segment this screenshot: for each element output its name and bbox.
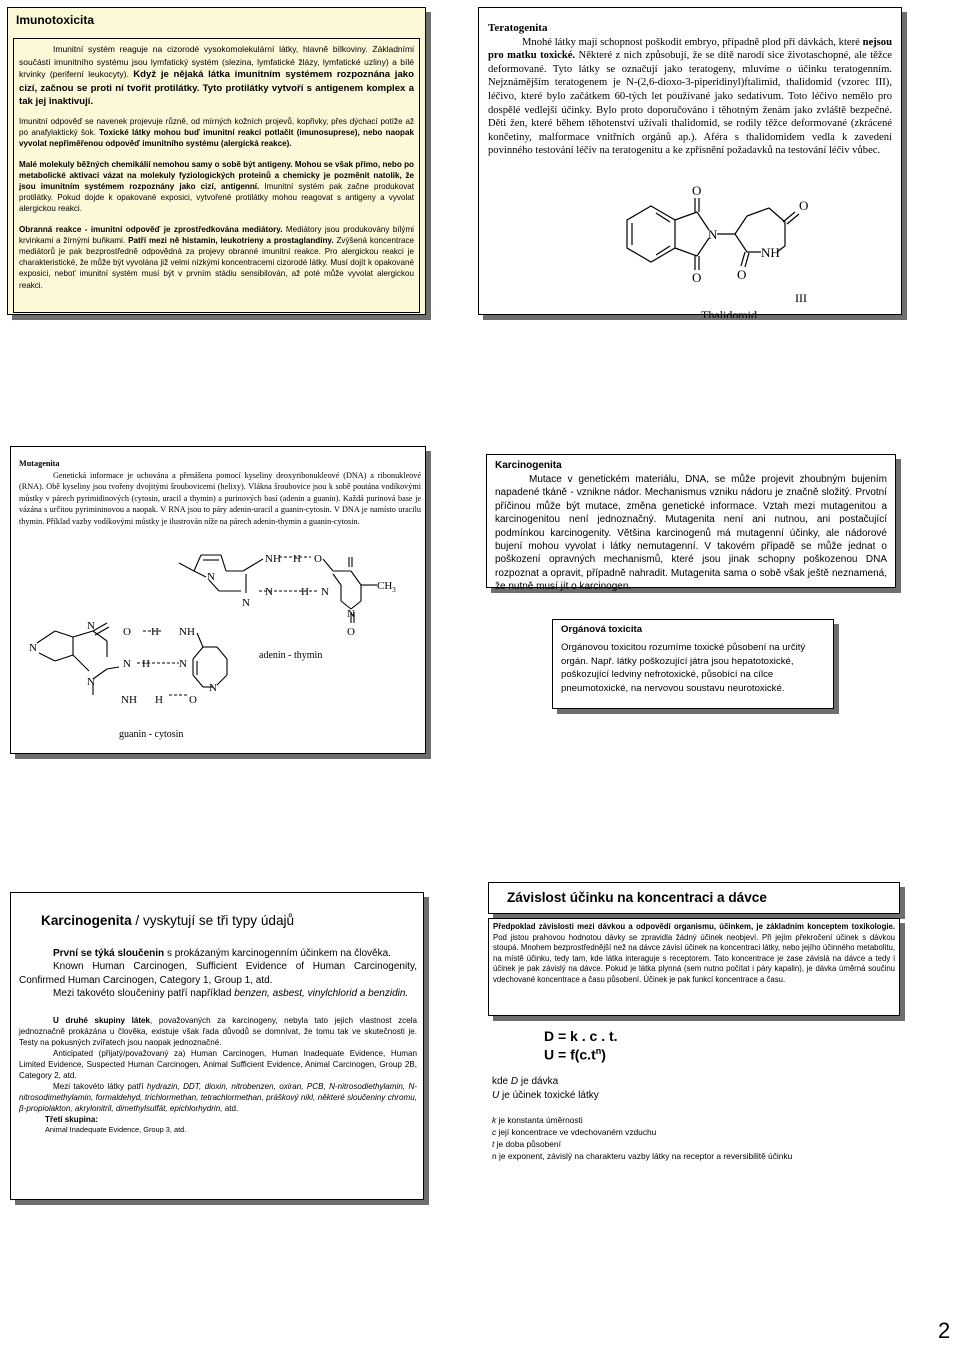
typy-p2-evidence: Anticipated (přijatý/považovaný za) Human Carcinogen, Human Inadequate Evidence, Human Limited Evidence, Suspected Human Carcinogen, Animal Sufficient Evidence, Animal Carcinogen, Group 2B, Category 2, atd. xyxy=(19,1048,417,1080)
mutagenita-text xyxy=(19,458,421,528)
typy-p2: U druhé skupiny látek, považovaných za karcinogeny, nebyla tato jejich vlastnost zcela jednoznačně prokázána u člověka, existuje však řada důvodů se domnívat, že tomu tak ve skutečnosti je. Testy na pokusných zvířatech jsou naopak jednoznačné. xyxy=(19,1015,417,1047)
at-n4: N xyxy=(321,586,329,598)
slide-karcinogenita-organova xyxy=(486,446,902,754)
gc-n1: N xyxy=(29,642,37,654)
def-dose: kde D je dávka xyxy=(492,1076,559,1087)
gc-n4: N xyxy=(179,658,187,670)
thalidomide-atom-o2: O xyxy=(692,270,702,285)
mutagenita-paragraph: Genetická informace je uchována a přenášena pomocí kyseliny deoxyribonukleové (DNA) a ribonukleové (RNA). Obě kyseliny jsou tvořeny dvojitými šroubovicemi (helixy). Vlákna šroubovice jsou k sobě poutána vodíkovými můstky v párech pyrimidinových (cytosin, uracil a thymin) a purinových basí (adenin a guanin). Každá purinová base je vázána s určitou pyrimininovou a naopak. V RNA jsou to páry adenin-uracil a guanin-cytosin. V DNA je namísto uracilu thymin. Příklad vazby vodíkovými můstky je ilustrován níže na párech adenin-thymin a guanin-cytosin. xyxy=(19,470,421,526)
formula-number: III xyxy=(795,291,807,305)
imunotoxicita-title: Imunotoxicita xyxy=(16,13,95,27)
typy-p1-evidence: Known Human Carcinogen, Sufficient Evidence of Human Carcinogenity, Confirmed Human Carcinogen, Category 1, Group 1, atd. xyxy=(19,961,417,986)
organova-title: Orgánová toxicita xyxy=(561,624,643,635)
teratogenita-text xyxy=(488,22,892,158)
base-pairs-diagram xyxy=(11,547,427,747)
at-o2: O xyxy=(347,626,355,638)
legend-n: n je exponent, závislý na charakteru vazby látky na receptor a reversibilitě účinku xyxy=(492,1151,793,1161)
karcinogenita-box xyxy=(486,454,896,593)
at-n2: N xyxy=(242,597,250,609)
at-n5: N xyxy=(347,608,355,620)
at-h1: H xyxy=(293,553,301,565)
legend-k: k je konstanta úměrnosti xyxy=(492,1115,583,1125)
teratogenita-paragraph: Mnohé látky mají schopnost poškodit embryo, případně plod při dávkách, které nejsou pro matku toxické. Některé z nich způsobují, že se dítě narodí sice životaschopné, ale těžce deformované. Tyto látky se označují jako teratogeny, mluvíme o účinku teratogenním. Nejznámějším teratogenem je N-(2,6-dioxo-3-piperidinyl)ftalimid, thalidomid (vzorec III), léčivo, které bylo začátkem 60-tých let používané jako sedativum. Toto léčivo nemělo pro dospělé vedlejší účinky. Bylo proto doporučováno i těhotným ženám jako zvláště bezpečné. Děti žen, které během těhotenství užívali thalidomid, se rodily těžce deformované (zkrácené končetiny, malformace vnitřních orgánů ap.). Aféra s thalidomidem vedla k zavedení povinného testování léčiv na teratogenitu a ke zpřísnění požadavků na testování léčiv vůbec. xyxy=(488,36,892,157)
legend xyxy=(492,1114,792,1162)
gc-h1: H xyxy=(151,626,159,638)
thalidomide-atom-o3: O xyxy=(737,267,747,282)
gc-h3: H xyxy=(155,694,163,706)
karcinogenita-typy-body xyxy=(19,947,417,1135)
legend-c: c její koncentrace ve vdechovaném vzduchu xyxy=(492,1127,657,1137)
gc-nh2: NH xyxy=(121,694,137,706)
karcinogenita-box-title: Karcinogenita xyxy=(495,460,562,471)
organova-text: Orgánovou toxicitou rozumíme toxické působení na určitý orgán. Např. látky poškozující játra jsou hepatotoxické, poškozující ledviny nefrotoxické, působící na cílce pneumotoxické, na nervovou soustavu neurotoxické. xyxy=(561,642,806,694)
thalidomide-atom-n: N xyxy=(708,227,718,242)
equation-2: $U = f(c.t^n)$ xyxy=(544,1046,606,1063)
imunotoxicita-body xyxy=(13,38,420,313)
teratogenita-title: Teratogenita xyxy=(488,22,548,34)
thalidomide-atom-o1: O xyxy=(692,183,702,198)
at-nh: NH xyxy=(265,553,281,565)
thalidomide-atom-o4: O xyxy=(799,198,809,213)
equation-1: D = k . c . t. xyxy=(544,1028,618,1044)
mutagenita-title: Mutagenita xyxy=(19,459,60,468)
karcinogenita-typy-title: Karcinogenita / vyskytují se tři typy údajů xyxy=(41,913,295,928)
at-ch3: $CH_3$ xyxy=(377,580,396,594)
def-effect: U je účinek toxické látky xyxy=(492,1090,599,1101)
zavislost-text-box xyxy=(488,918,900,1016)
gc-n6: N xyxy=(209,682,217,694)
gc-h2: H xyxy=(142,658,150,670)
typy-p3-text: Animal Inadequate Evidence, Group 3, atd. xyxy=(45,1124,187,1134)
thalidomide-atom-nh: NH xyxy=(761,245,780,260)
gc-n2: N xyxy=(87,620,95,632)
imunotoxicita-paragraph-1: Imunitní systém reaguje na cizorodé vysokomolekulární látky, hlavně bílkoviny. Základními součástí imunitního systému jsou lymfatický systém (slezina, lymfatické žlázy, lymfatické uzliny) a bílé krvinky (periferní leukocyty). Když je nějaká látka imunitním systémem rozpoznána jako cizí, začnou se proti ní tvořit protilátky. Tyto protilátky vytvoří s antigenem komplex a tak jej inaktivují. xyxy=(19,44,415,108)
gc-o1: O xyxy=(123,626,131,638)
typy-p1: První se týká sloučenin s prokázaným karcinogenním účinkem na člověka. xyxy=(53,948,391,959)
organova-box xyxy=(552,619,834,709)
imunotoxicita-paragraph-3: Malé molekuly běžných chemikálií nemohou samy o sobě být antigeny. Mohou se však přímo, nebo po metabolické aktivaci vázat na molekuly fyziologických proteinů a chemicky je pozměnit natolik, že jsou imunitním systémem rozpoznány jako cizí, antigenní. Imunitní systém pak začne produkovat protilátky. Pokud dojde k opakované exposici, vytvořené protilátky mohou reagovat s antigeny a vyvolat alergickou reakci. xyxy=(19,159,414,214)
gc-nh1: NH xyxy=(179,626,195,638)
at-o1: O xyxy=(314,553,322,565)
slide-zavislost xyxy=(482,876,908,1184)
zavislost-title: Závislost účinku na koncentraci a dávce xyxy=(507,890,767,905)
imunotoxicita-paragraph-4: Obranná reakce - imunitní odpověď je zprostředkována mediátory. Mediátory jsou produkovány bílými krvinkami a žírnými buňkami. Patří mezi ně histamin, leukotrieny a prostaglandiny. Zvýšená koncentrace mediátorů je pak bezprostředně odpovědná za projevy obranné imunitní reakce. Pro alergickou reakci je charakteristické, že může být vyvolána již velmi nízkými koncentracemi cizorodé látky. Musí dojít k opakované exposici, neboť imunitní systém musí být v prvním stádiu sensibilován, až poté může vyvolat alergickou reakci. xyxy=(19,224,415,290)
slide-teratogenita xyxy=(478,7,902,318)
karcinogenita-box-text: Mutace v genetickém materiálu, DNA, se může projevit zhoubným bujením napadené tkáně - vznikne nádor. Mechanismus vzniku nádoru je značně složitý. Prvotní příčinou může být mutace, změna genetické informace. Vztah mezi mutagenitou a karcinogenitou není jednoznačný. Mutagenita není ani nutnou, ani postačující podmínkou karcinogenity. Většina karcinogenů má mutagenní účinky, ale nádorové bujení mohou vyvolat i látky nemutagenní. V takovém případě se může jednat o poškození opravných mechanismů, které jsou jinak schopny poškozenou DNA rozpoznat a opravit, případně nahradit. Mutagenita sama o sobě však ještě neznamená, že nutně musí jít o karcinogen. xyxy=(495,474,887,593)
label-adenin-thymin: adenin - thymin xyxy=(259,650,323,661)
slide-mutagenita xyxy=(10,446,426,754)
gc-o2: O xyxy=(189,694,197,706)
at-n3: N xyxy=(265,586,273,598)
slide-karcinogenita-typy xyxy=(10,892,424,1200)
at-n1: N xyxy=(207,571,215,583)
imunotoxicita-paragraph-2: Imunitní odpověď se navenek projevuje různě, od mírných kožních projevů, kopřivky, přes dýchací potíže až po anafylaktický šok. Toxické látky mohou buď imunitní reakci potlačit (imunosuprese), nebo naopak vyvolat nepřiměřenou odpověď imunitního systému (alergická reakce). xyxy=(19,116,414,149)
typy-p2-examples: Mezi takovéto látky patří hydrazin, DDT, dioxin, nitrobenzen, oxiran, PCB, N-nitrosodiethylamin, N-nitrosodimethylamin, formaldehyd, trichlormethan, tetrachlormethan, práškový nikl, některé sloučeniny chromu, β-propiolakton, akrylonitril, dimethylsulfát, epichlorhydrin, atd. xyxy=(19,1081,417,1113)
typy-p1-examples: Mezi takovéto sloučeniny patří například benzen, asbest, vinylchlorid a benzidin. xyxy=(53,988,409,1000)
slide-imunotoxicita xyxy=(7,7,426,315)
typy-p3-title: Třetí skupina: xyxy=(45,1114,99,1124)
page-number: 2 xyxy=(938,1318,951,1343)
gc-n5: N xyxy=(87,676,95,688)
zavislost-paragraph: Předpoklad závislosti mezi dávkou a odpovědí organismu, účinkem, je základním konceptem toxikologie. Pod jistou prahovou hodnotou dávky se zpravidla žádný účinek neobjeví. Při jejím překročení účinek s dávkou stoupá. Mnohem bezprostřednější než na dávce závisí účinek na koncentraci látky, nebo jejího účinného metabolitu, na místě účinku, tedy tam, kde látka interaguje s receptorem. Tato koncentrace je zase závislá na dávce a tedy i účinek je pak závislý na dávce. Pokud je látka plynná (sem nutno počítat i páry kapalin), je dávka úměrná součinu vdechované koncentrace a času působení. Účinek je pak funkcí koncentrace a času. xyxy=(493,922,895,984)
label-guanin-cytosin: guanin - cytosin xyxy=(119,729,184,740)
zavislost-title-box xyxy=(488,882,900,914)
legend-t: t je doba působení xyxy=(492,1139,561,1149)
thalidomide-structure xyxy=(479,178,903,318)
gc-n3: N xyxy=(123,658,131,670)
at-h2: H xyxy=(301,586,309,598)
thalidomide-label: Thalidomid xyxy=(701,308,757,318)
definitions xyxy=(492,1075,599,1103)
benzene-ring xyxy=(627,206,675,262)
